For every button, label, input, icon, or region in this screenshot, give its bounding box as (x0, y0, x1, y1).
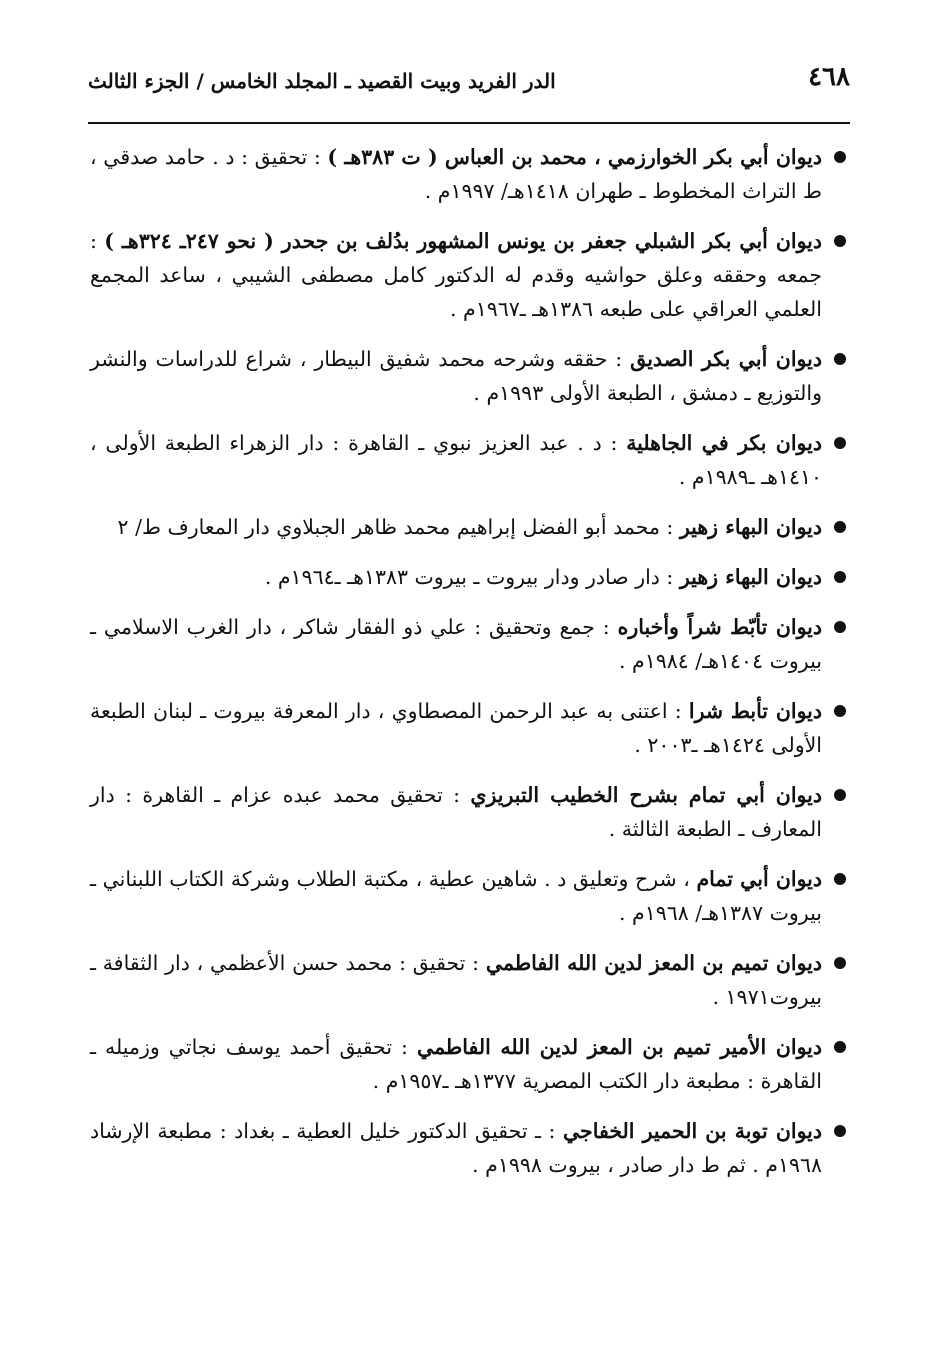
entry-title: ديوان البهاء زهير (679, 565, 822, 589)
entry-title: ديوان أبي تمام (696, 867, 823, 891)
bibliography-entry (90, 560, 850, 594)
entry-title: ديوان البهاء زهير (679, 515, 822, 539)
entry-details: : حققه وشرحه محمد شفيق البيطار ، شراع للدراسات والنشر والتوزيع ـ دمشق ، الطبعة الأولى ١٩٩٣م . (90, 347, 822, 405)
bullet-icon (834, 353, 846, 365)
running-title: الدر الفريد وبيت القصيد ـ المجلد الخامس / الجزء الثالث (88, 69, 556, 93)
entry-details: : دار صادر ودار بيروت ـ بيروت ١٣٨٣هـ ـ١٩٦٤م . (264, 565, 680, 589)
bibliography-entry (90, 946, 850, 1014)
bullet-icon (834, 957, 846, 969)
entry-details: ، شرح وتعليق د . شاهين عطية ، مكتبة الطلاب وشركة الكتاب اللبناني ـ بيروت ١٣٨٧هـ/ ١٩٦٨م . (90, 867, 822, 925)
entry-title: ديوان أبي تمام بشرح الخطيب التبريزي (470, 783, 822, 807)
bibliography-entry (90, 778, 850, 846)
bibliography-entry (90, 342, 850, 410)
entry-title: ديوان توبة بن الحمير الخفاجي (562, 1119, 822, 1143)
page-number: ٤٦٨ (808, 62, 850, 92)
bibliography-entry (90, 426, 850, 494)
entry-title: ديوان تأبّط شراً وأخباره (617, 615, 822, 639)
entry-title: ديوان أبي بكر الشبلي جعفر بن يونس المشهور بدُلف بن جحدر ( نحو ٢٤٧ـ ٣٢٤هـ ) (104, 229, 822, 253)
bullet-icon (834, 1041, 846, 1053)
bullet-icon (834, 1125, 846, 1137)
bullet-icon (834, 873, 846, 885)
bibliography-list (90, 140, 850, 1198)
header-rule (88, 122, 850, 124)
bibliography-entry (90, 224, 850, 326)
bibliography-entry (90, 1114, 850, 1182)
entry-title: ديوان أبي بكر الخوارزمي ، محمد بن العباس ( ت ٣٨٣هـ ) (327, 145, 822, 169)
bullet-icon (834, 437, 846, 449)
entry-title: ديوان أبي بكر الصديق (630, 347, 822, 371)
bibliography-entry (90, 694, 850, 762)
entry-title: ديوان الأمير تميم بن المعز لدين الله الفاطمي (416, 1035, 822, 1059)
entry-details: : تحقيق : محمد حسن الأعظمي ، دار الثقافة ـ بيروت١٩٧١ . (90, 951, 822, 1009)
entry-details: : اعتنى به عبد الرحمن المصطاوي ، دار المعرفة بيروت ـ لبنان الطبعة الأولى ١٤٢٤هـ ـ٢٠٠٣ . (90, 699, 822, 757)
bullet-icon (834, 705, 846, 717)
bullet-icon (834, 571, 846, 583)
entry-details: : تحقيق محمد عبده عزام ـ القاهرة : دار المعارف ـ الطبعة الثالثة . (90, 783, 822, 841)
bibliography-entry (90, 862, 850, 930)
page-header (88, 62, 850, 104)
entry-details: : تحقيق أحمد يوسف نجاتي وزميله ـ القاهرة : مطبعة دار الكتب المصرية ١٣٧٧هـ ـ١٩٥٧م . (90, 1035, 822, 1093)
entry-details: : محمد أبو الفضل إبراهيم محمد ظاهر الجبلاوي دار المعارف ط/ ٢ (117, 515, 680, 539)
bullet-icon (834, 521, 846, 533)
bullet-icon (834, 235, 846, 247)
entry-details: : جمع وتحقيق : علي ذو الفقار شاكر ، دار الغرب الاسلامي ـ بيروت ١٤٠٤هـ/ ١٩٨٤م . (90, 615, 822, 673)
bullet-icon (834, 789, 846, 801)
entry-title: ديوان بكر في الجاهلية (626, 431, 822, 455)
bibliography-entry (90, 1030, 850, 1098)
entry-title: ديوان تأبط شرا (688, 699, 823, 723)
bullet-icon (834, 621, 846, 633)
bibliography-entry (90, 510, 850, 544)
entry-details: : تحقيق : د . حامد صدقي ، ط التراث المخطوط ـ طهران ١٤١٨هـ/ ١٩٩٧م . (90, 145, 822, 203)
entry-details: : جمعه وحققه وعلق حواشيه وقدم له الدكتور كامل مصطفى الشيبي ، ساعد المجمع العلمي العراقي على طبعه ١٣٨٦هـ ـ١٩٦٧م . (90, 229, 822, 321)
bibliography-entry (90, 140, 850, 208)
entry-details: : ـ تحقيق الدكتور خليل العطية ـ بغداد : مطبعة الإرشاد ١٩٦٨م . ثم ط دار صادر ، بيروت ١٩٩٨م . (90, 1119, 822, 1177)
bibliography-entry (90, 610, 850, 678)
bullet-icon (834, 151, 846, 163)
entry-title: ديوان تميم بن المعز لدين الله الفاطمي (485, 951, 822, 975)
entry-details: : د . عبد العزيز نبوي ـ القاهرة : دار الزهراء الطبعة الأولى ، ١٤١٠هـ ـ١٩٨٩م . (90, 431, 822, 489)
